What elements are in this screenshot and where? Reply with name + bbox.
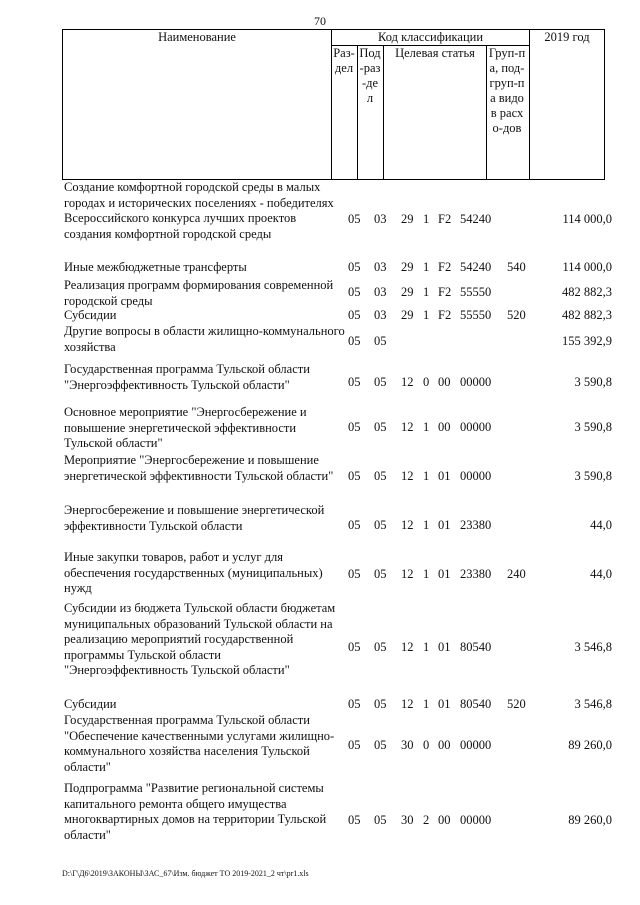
row-code-cs4: 54240 [460,260,492,274]
row-code-prz: 05 [374,420,387,434]
row-code-prz: 05 [374,567,387,581]
row-code-cs3: 01 [438,567,451,581]
row-name: Основное мероприятие "Энергосбережение и повышение энергетической эффективности Тульской области" [64,405,307,451]
row-code-cs1: 29 [401,212,414,226]
row-code-cs1: 30 [401,813,414,827]
table-row [0,453,640,501]
row-amount: 3 590,8 [574,420,612,434]
row-code-cs2: 0 [423,738,430,752]
row-code-rz: 05 [348,813,361,827]
table-row [0,503,640,549]
row-code-cs4: 00000 [460,420,492,434]
row-code-cs2: 1 [423,260,430,274]
row-amount: 3 590,8 [574,375,612,389]
row-name: Иные закупки товаров, работ и услуг для обеспечения государственных (муниципальных) нужд [64,550,323,596]
header-podrazdel: Под-раз-дел [359,46,381,105]
row-amount: 114 000,0 [562,212,612,226]
row-amount: 89 260,0 [568,738,612,752]
row-name: Создание комфортной городской среды в малых городах и исторических поселениях - победителях Всероссийского конкурса лучших проектов создания комфортной городской среды [64,180,334,241]
row-code-cs1: 12 [401,518,414,532]
row-name: Реализация программ формирования современной городской среды [64,278,334,308]
row-code-cs2: 1 [423,308,430,322]
row-code-cs3: 01 [438,469,451,483]
row-code-prz: 05 [374,640,387,654]
row-code-rz: 05 [348,697,361,711]
row-code-cs1: 29 [401,285,414,299]
row-amount: 44,0 [590,518,612,532]
header-code-group: Код классификации [377,30,484,44]
row-code-cs2: 1 [423,640,430,654]
row-code-cs1: 29 [401,308,414,322]
row-code-rz: 05 [348,567,361,581]
header-target: Целевая статья [395,46,475,60]
table-row [0,324,640,360]
row-code-cs2: 1 [423,697,430,711]
row-code-cs3: 00 [438,738,451,752]
row-code-cs2: 1 [423,285,430,299]
row-code-cs2: 0 [423,375,430,389]
row-code-rz: 05 [348,285,361,299]
row-name: Субсидии [64,308,117,322]
row-code-cs3: 00 [438,420,451,434]
row-name: Субсидии из бюджета Тульской области бюджетам муниципальных образований Тульской области на реализацию мероприятий государственной программы Тульской области "Энергоэффективность Тульской области" [64,601,336,678]
row-code-cs2: 1 [423,212,430,226]
row-code-cs3: 00 [438,813,451,827]
table-row [0,781,640,861]
table-row [0,278,640,308]
header-podrazdel-cell [358,46,384,180]
row-name: Другие вопросы в области жилищно-коммунального хозяйства [64,324,345,354]
row-code-cs4: 23380 [460,567,492,581]
table-row [0,362,640,404]
row-code-cs1: 12 [401,375,414,389]
row-code-cs3: F2 [438,212,452,226]
row-code-rz: 05 [348,260,361,274]
row-code-cs4: 00000 [460,375,492,389]
row-code-prz: 03 [374,212,387,226]
header-razdel-cell [332,46,358,180]
row-name: Подпрограмма "Развитие региональной системы капитального ремонта общего имущества многоквартирных домов на территории Тульской области" [64,781,327,842]
row-name: Субсидии [64,697,117,711]
row-code-rz: 05 [348,640,361,654]
row-code-cs4: 55550 [460,285,492,299]
row-code-vr: 240 [507,567,526,581]
row-code-cs4: 00000 [460,738,492,752]
row-code-rz: 05 [348,308,361,322]
header-year-cell [530,30,605,180]
row-code-cs3: F2 [438,260,452,274]
header-vid: Груп-па, под-груп-па видов расхо-дов [488,46,526,135]
row-code-prz: 05 [374,518,387,532]
table-row [0,405,640,451]
row-amount: 89 260,0 [568,813,612,827]
row-code-cs3: 00 [438,375,451,389]
row-amount: 114 000,0 [562,260,612,274]
table-row [0,308,640,324]
row-code-prz: 05 [374,469,387,483]
row-code-cs4: 80540 [460,640,492,654]
row-code-rz: 05 [348,420,361,434]
row-code-cs3: F2 [438,308,452,322]
row-name: Энергосбережение и повышение энергетической эффективности Тульской области [64,503,325,533]
row-code-cs1: 12 [401,469,414,483]
row-code-cs3: 01 [438,697,451,711]
row-code-cs2: 1 [423,567,430,581]
row-name: Государственная программа Тульской области "Обеспечение качественными услугами жилищно-коммунального хозяйства населения Тульской области" [64,713,335,774]
row-code-cs1: 12 [401,567,414,581]
table-row [0,180,640,256]
row-code-cs2: 1 [423,518,430,532]
row-name: Иные межбюджетные трансферты [64,260,247,274]
row-amount: 3 546,8 [574,640,612,654]
header-year: 2019 год [544,30,590,44]
row-code-cs4: 00000 [460,813,492,827]
row-code-rz: 05 [348,469,361,483]
row-amount: 3 546,8 [574,697,612,711]
row-code-cs4: 00000 [460,469,492,483]
row-code-prz: 05 [374,375,387,389]
table-row [0,550,640,600]
row-name: Государственная программа Тульской области "Энергоэффективность Тульской области" [64,362,310,392]
row-code-prz: 03 [374,285,387,299]
row-name: Мероприятие "Энергосбережение и повышение энергетической эффективности Тульской области" [64,453,334,483]
row-code-prz: 03 [374,308,387,322]
row-code-prz: 05 [374,334,387,348]
row-code-cs2: 2 [423,813,430,827]
row-code-cs2: 1 [423,420,430,434]
header-name: Наименование [158,30,236,44]
table-row [0,697,640,713]
row-amount: 155 392,9 [562,334,612,348]
row-code-cs1: 12 [401,640,414,654]
row-code-cs4: 55550 [460,308,492,322]
row-code-cs1: 30 [401,738,414,752]
row-code-rz: 05 [348,334,361,348]
row-code-prz: 03 [374,260,387,274]
row-code-vr: 540 [507,260,526,274]
header-razdel: Раз-дел [333,46,355,75]
table-row [0,260,640,276]
row-amount: 3 590,8 [574,469,612,483]
row-code-vr: 520 [507,697,526,711]
row-code-cs3: 01 [438,640,451,654]
row-code-vr: 520 [507,308,526,322]
row-code-prz: 05 [374,813,387,827]
row-code-cs4: 54240 [460,212,492,226]
row-code-cs2: 1 [423,469,430,483]
row-code-cs4: 80540 [460,697,492,711]
row-code-rz: 05 [348,738,361,752]
table-row [0,713,640,779]
header-name-cell [63,30,332,180]
row-code-rz: 05 [348,375,361,389]
header-vid-cell [487,46,530,180]
row-code-cs1: 29 [401,260,414,274]
table-header [62,29,605,180]
row-code-cs1: 12 [401,420,414,434]
file-path-footer: D:\Г\Д6\2019\ЗАКОНЫ\ЗАС_67\Изм. бюджет ТО 2019-2021_2 чт\pr1.xls [62,869,309,878]
row-amount: 44,0 [590,567,612,581]
row-amount: 482 882,3 [562,308,612,322]
row-code-rz: 05 [348,212,361,226]
row-code-cs3: 01 [438,518,451,532]
page-number: 70 [314,14,326,28]
row-code-rz: 05 [348,518,361,532]
row-code-prz: 05 [374,697,387,711]
row-code-cs3: F2 [438,285,452,299]
row-code-cs1: 12 [401,697,414,711]
row-code-prz: 05 [374,738,387,752]
row-amount: 482 882,3 [562,285,612,299]
table-row [0,601,640,695]
header-code-group-cell [332,30,530,46]
row-code-cs4: 23380 [460,518,492,532]
header-target-cell [384,46,487,180]
